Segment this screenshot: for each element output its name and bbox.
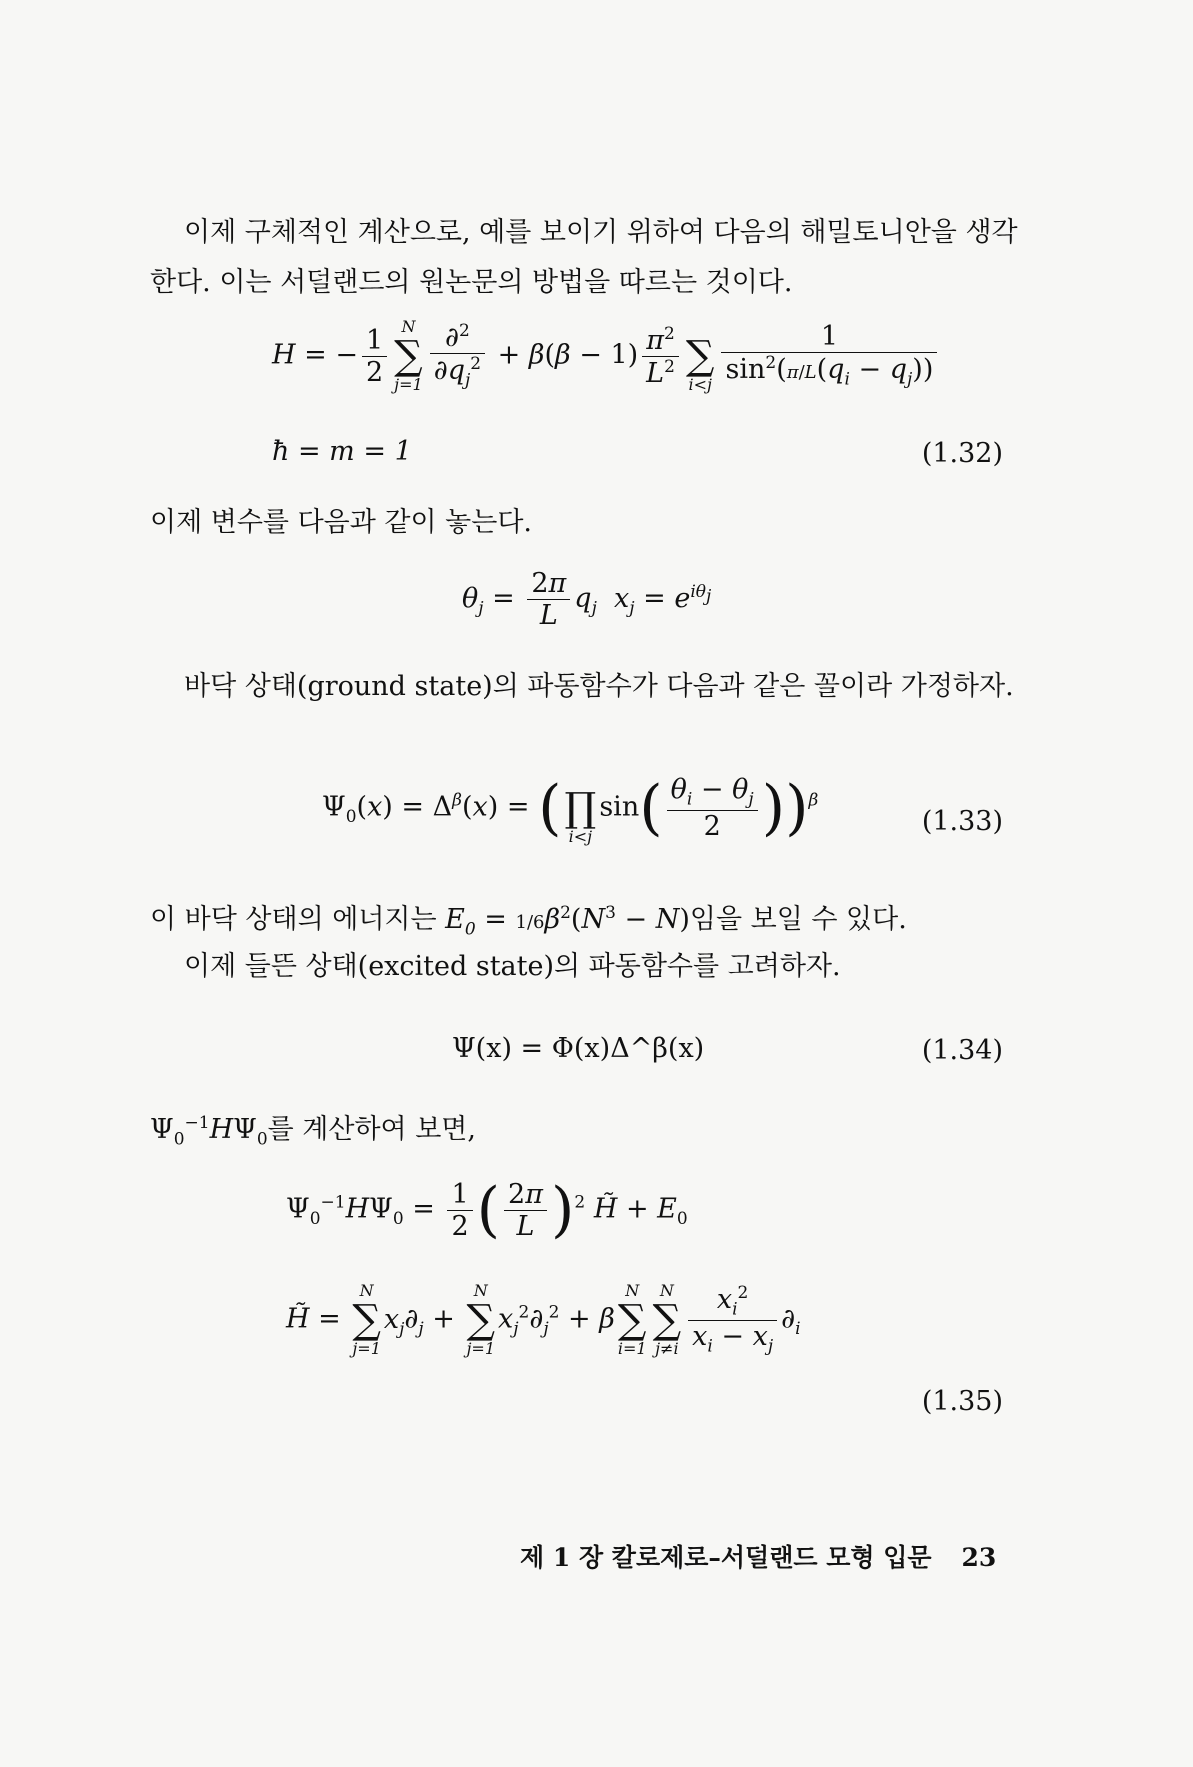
page-number: 23 — [961, 1543, 997, 1572]
paragraph-ground-energy: 이 바닥 상태의 에너지는 $E_0 = 1/6\beta^2(N^3 - N)$임을 보일 수 있다. — [150, 903, 907, 940]
equation-tag-1-32: (1.32) — [921, 438, 1003, 469]
ground-energy-text-post: 임을 보일 수 있다. — [689, 904, 907, 935]
equation-1-35-transformed: $\Psi_0^{-1}H\Psi_0$ = $\frac{1}{2}$ ( $\frac{2\pi}{L}$ )$^2$ H̃ + $E_0$ — [286, 1175, 688, 1245]
paragraph-intro: 이제 구체적인 계산으로, 예를 보이기 위하여 다음의 해밀토니안을 생각한다. 이는 서덜랜드의 원논문의 방법을 따르는 것이다. — [150, 217, 1018, 298]
equation-1-34-excited: Ψ(x) = Φ(x)Δ^β(x) — [452, 1033, 705, 1064]
equation-1-32-hamiltonian: H = − $\frac{1}{2}$ N ∑ j=1 $\frac{\partial^2}{\partial q_j^2}$ + β(β − 1) $\frac{\pi^2}{L^2}$ ∑ i<j $\frac{1}{\sin^2(\pi/L(q_i - q_j))}$ — [272, 318, 941, 394]
paragraph-variables: 이제 변수를 다음과 같이 놓는다. — [150, 507, 532, 538]
chapter-title: 제 1 장 칼로제로–서덜랜드 모형 입문 — [520, 1543, 932, 1572]
compute-text: 를 계산하여 보면, — [267, 1114, 476, 1145]
ground-energy-text-pre: 이 바닥 상태의 에너지는 — [150, 904, 437, 935]
equation-tag-1-34: (1.34) — [921, 1035, 1003, 1066]
equation-tag-1-33: (1.33) — [921, 806, 1003, 837]
equation-1-33-ground-state: $\Psi_0(x) = \Delta^\beta(x)$ = ( ∏ i<j sin( $\frac{\theta_i - \theta_j}{2}$ ))$^\beta$ — [322, 773, 819, 846]
paragraph-excited-state: 이제 들뜬 상태(excited state)의 파동함수를 고려하자. — [184, 951, 841, 982]
paragraph-ground-state: 바닥 상태(ground state)의 파동함수가 다음과 같은 꼴이라 가정하자. — [184, 671, 1014, 702]
equation-1-32-units: ħ = m = 1 — [272, 436, 412, 467]
paragraph-compute: $\Psi_0^{-1}H\Psi_0$를 계산하여 보면, — [150, 1113, 476, 1150]
equation-1-35-h-tilde: H̃ = N ∑ j=1 $x_j\partial_j$ + N ∑ j=1 $x_j^2\partial_j^2 + \beta$ N ∑ i=1 N ∑ j≠i $\frac{x_i^2}{x_i - x_j}$ $\partial_i$ — [286, 1281, 801, 1358]
equation-variable-definition: $\theta_j$ = $\frac{2\pi}{L}$ $q_j$ $x_j = e^{i\theta_j}$ — [462, 568, 712, 631]
ground-energy-formula: $E_0$ — [445, 904, 476, 940]
equation-tag-1-35: (1.35) — [921, 1386, 1003, 1417]
page-footer — [520, 1538, 996, 1574]
